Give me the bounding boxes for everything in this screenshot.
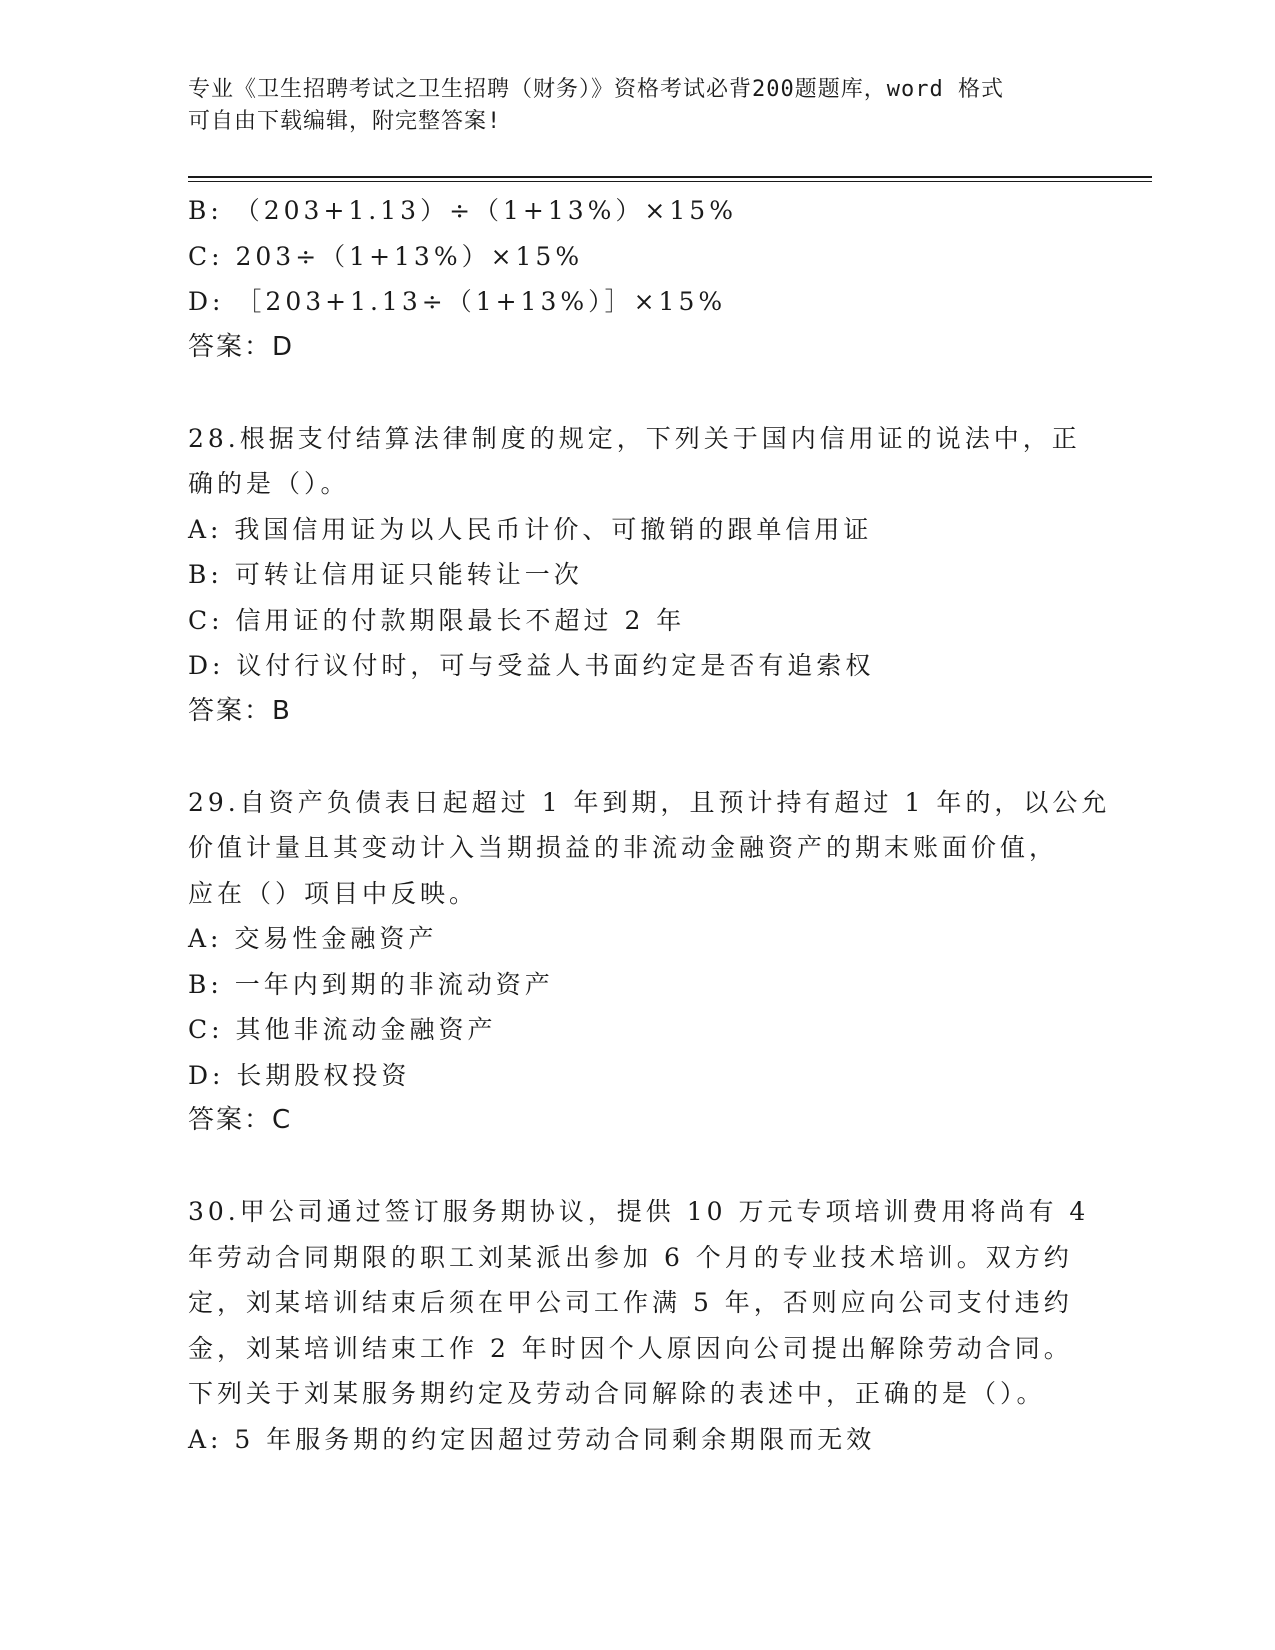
answer-label: 答案：C bbox=[188, 1105, 293, 1135]
option-b: B: 一年内到期的非流动资产 bbox=[188, 969, 554, 999]
option-b: B: 可转让信用证只能转让一次 bbox=[188, 560, 583, 589]
spacer bbox=[188, 370, 1088, 416]
question-stem: 28.根据支付结算法律制度的规定，下列关于国内信用证的说法中，正 bbox=[188, 423, 1081, 453]
question-stem: 下列关于刘某服务期约定及劳动合同解除的表述中，正确的是（）。 bbox=[188, 1379, 1046, 1408]
question-stem: 定，刘某培训结束后须在甲公司工作满 5 年，否则应向公司支付违约 bbox=[188, 1288, 1073, 1317]
option-c: C: 信用证的付款期限最长不超过 2 年 bbox=[188, 605, 686, 635]
option-c: C: 203÷（1+13%）×15% bbox=[188, 241, 584, 271]
option-a: A: 5 年服务期的约定因超过劳动合同剩余期限而无效 bbox=[188, 1424, 876, 1454]
header-title-line-2: 可自由下载编辑，附完整答案! bbox=[188, 109, 502, 134]
question-content bbox=[188, 188, 1111, 1462]
question-stem: 年劳动合同期限的职工刘某派出参加 6 个月的专业技术培训。双方约 bbox=[188, 1242, 1073, 1272]
answer-label: 答案：B bbox=[188, 695, 292, 726]
question-stem: 金，刘某培训结束工作 2 年时因个人原因向公司提出解除劳动合同。 bbox=[188, 1333, 1073, 1363]
option-d: D: 长期股权投资 bbox=[188, 1060, 411, 1090]
option-a: A: 我国信用证为以人民币计价、可撤销的跟单信用证 bbox=[188, 514, 873, 544]
header-title-line-1: 专业《卫生招聘考试之卫生招聘（财务）》资格考试必背200题题库，word 格式 bbox=[188, 77, 1004, 102]
question-stem: 价值计量且其变动计入当期损益的非流动金融资产的期末账面价值， bbox=[188, 833, 1059, 862]
option-a: A: 交易性金融资产 bbox=[188, 924, 438, 953]
header-divider-thick bbox=[188, 176, 1152, 178]
question-stem: 29.自资产负债表日起超过 1 年到期，且预计持有超过 1 年的，以公允 bbox=[188, 787, 1111, 817]
header-divider-thin bbox=[188, 181, 1152, 182]
spacer bbox=[188, 1144, 1088, 1190]
answer-label: 答案：D bbox=[188, 331, 295, 362]
page-header bbox=[188, 74, 1068, 138]
spacer bbox=[188, 734, 1088, 780]
question-28 bbox=[188, 416, 1088, 735]
question-stem: 30.甲公司通过签订服务期协议，提供 10 万元专项培训费用将尚有 4 bbox=[188, 1197, 1090, 1226]
question-27-tail bbox=[188, 188, 1088, 370]
question-30 bbox=[188, 1189, 1088, 1462]
question-29 bbox=[188, 780, 1111, 1144]
option-d: D: 议付行议付时，可与受益人书面约定是否有追索权 bbox=[188, 651, 875, 680]
question-stem: 应在（）项目中反映。 bbox=[188, 878, 479, 908]
question-stem: 确的是（）。 bbox=[188, 469, 350, 498]
option-b: B: （203+1.13）÷（1+13%）×15% bbox=[188, 196, 737, 225]
option-c: C: 其他非流动金融资产 bbox=[188, 1015, 497, 1044]
option-d: D: ［203+1.13÷（1+13%）］×15% bbox=[188, 287, 727, 316]
